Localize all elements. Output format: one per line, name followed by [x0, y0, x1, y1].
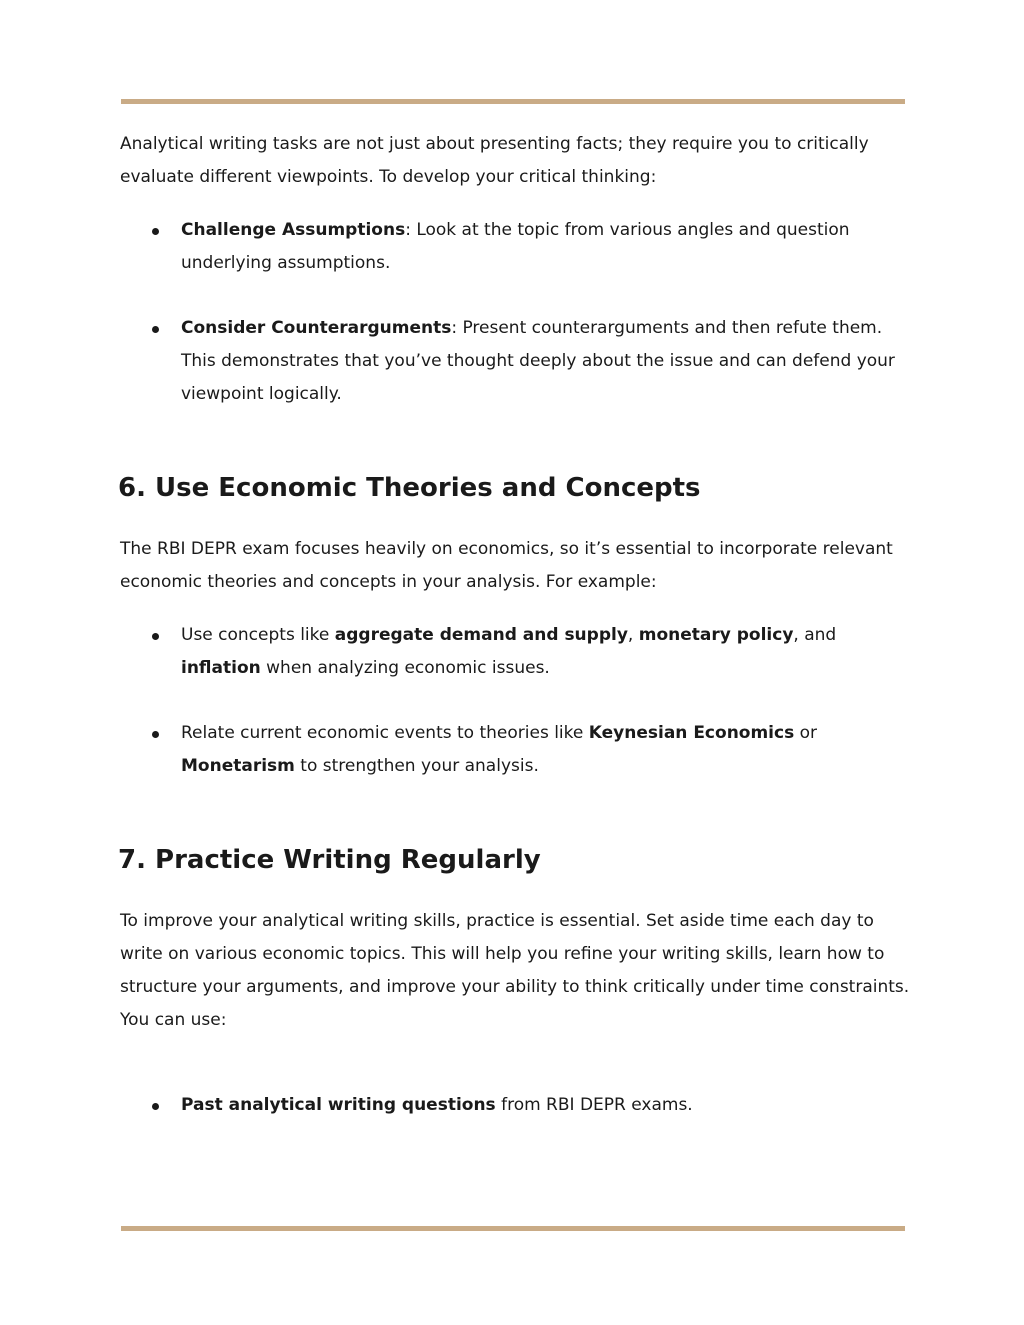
intro-paragraph: Analytical writing tasks are not just about presenting facts; they require you to critically evaluate different viewpoints. To develop your critical thinking:	[120, 134, 869, 187]
bullet-text: Relate current economic events to theories like	[181, 723, 589, 743]
list-item	[120, 619, 910, 685]
document-body	[120, 128, 910, 1122]
bullet-text: when analyzing economic issues.	[260, 658, 550, 678]
list-item	[120, 717, 910, 783]
bullet-bold-text: inflation	[181, 658, 261, 678]
bullet-bold-text: aggregate demand and supply	[334, 625, 628, 645]
bullet-icon	[152, 633, 159, 640]
bullet-text: : Present counterarguments and then refute them. This demonstrates that you’ve thought deeply about the issue and can defend your viewpoint logically.	[181, 318, 895, 404]
practice-resources-list	[120, 1089, 910, 1122]
list-item	[120, 1089, 910, 1122]
bullet-icon	[152, 1103, 159, 1110]
bullet-text: Use concepts like	[181, 625, 335, 645]
bullet-icon	[152, 731, 159, 738]
list-item	[120, 214, 910, 280]
bullet-text: or	[794, 723, 818, 743]
bullet-bold-text: monetary policy	[638, 625, 794, 645]
bullet-text: ,	[627, 625, 639, 645]
section-paragraph: The RBI DEPR exam focuses heavily on economics, so it’s essential to incorporate relevant economic theories and concepts in your analysis. For example:	[120, 539, 893, 592]
top-divider	[121, 99, 905, 104]
bullet-text: from RBI DEPR exams.	[495, 1095, 693, 1115]
economic-concepts-list	[120, 619, 910, 783]
bullet-bold-text: Monetarism	[181, 756, 295, 776]
section-paragraph: To improve your analytical writing skills, practice is essential. Set aside time each day to write on various economic topics. This will help you refine your writing skills, learn how to structure your arguments, and improve your ability to think critically under time constraints. You can use:	[120, 911, 910, 1030]
bullet-icon	[152, 228, 159, 235]
list-item	[120, 312, 910, 411]
bullet-bold-text: Challenge Assumptions	[181, 220, 406, 240]
section-heading: 7. Practice Writing Regularly	[118, 845, 541, 875]
bullet-bold-text: Consider Counterarguments	[181, 318, 452, 338]
bullet-bold-text: Past analytical writing questions	[181, 1095, 496, 1115]
section-heading: 6. Use Economic Theories and Concepts	[118, 473, 701, 503]
bottom-divider	[121, 1226, 905, 1231]
bullet-icon	[152, 326, 159, 333]
bullet-bold-text: Keynesian Economics	[588, 723, 795, 743]
bullet-text: , and	[793, 625, 837, 645]
bullet-text: to strengthen your analysis.	[294, 756, 539, 776]
critical-thinking-list	[120, 214, 910, 411]
bullet-text: : Look at the topic from various angles and question underlying assumptions.	[181, 220, 850, 273]
